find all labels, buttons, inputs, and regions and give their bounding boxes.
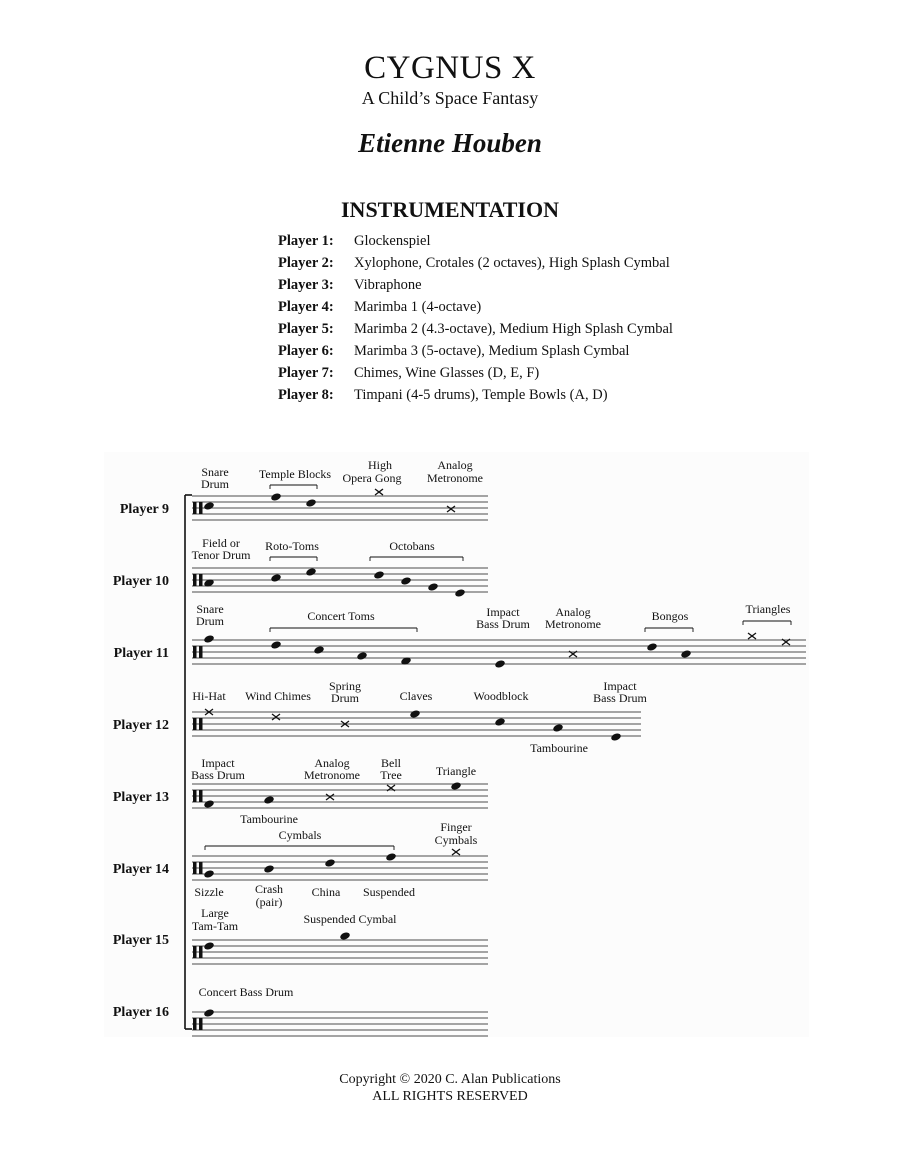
instrumentation-row xyxy=(278,297,673,319)
instrument-label: Drum xyxy=(331,691,359,705)
percussion-clef xyxy=(199,718,203,730)
percussion-clef xyxy=(199,1018,203,1030)
instrument-label: Tree xyxy=(380,768,402,782)
player-label: Player 11 xyxy=(113,646,169,661)
note-head xyxy=(373,570,385,580)
note-head xyxy=(610,732,622,742)
rights-line: ALL RIGHTS RESERVED xyxy=(372,1089,528,1104)
percussion-clef xyxy=(193,1018,197,1030)
instrument-label: (pair) xyxy=(255,895,283,909)
instrumentation-row xyxy=(278,363,673,385)
note-head xyxy=(305,498,317,508)
note-head xyxy=(450,781,462,791)
player-label: Player 6: xyxy=(278,343,334,359)
instrument-label: Bass Drum xyxy=(191,768,245,782)
instrumentation-row xyxy=(278,275,673,297)
instrument-label: Hi-Hat xyxy=(192,689,226,703)
player-label: Player 7: xyxy=(278,365,334,381)
instrument-label: Cymbals xyxy=(434,833,478,847)
percussion-clef xyxy=(193,718,197,730)
player-label: Player 12 xyxy=(112,718,169,733)
player-instruments: Timpani (4-5 drums), Temple Bowls (A, D) xyxy=(354,387,608,403)
player-label: Player 1: xyxy=(278,233,334,249)
player-instruments: Marimba 1 (4-octave) xyxy=(354,299,482,315)
instrument-label: Metronome xyxy=(545,617,601,631)
percussion-clef xyxy=(199,862,203,874)
instrument-label: Roto-Toms xyxy=(265,539,319,553)
instrument-label: Bass Drum xyxy=(476,617,530,631)
instrument-label: Tenor Drum xyxy=(191,548,251,562)
note-head xyxy=(270,640,282,650)
composer-name: Etienne Houben xyxy=(358,128,542,158)
player-instruments: Chimes, Wine Glasses (D, E, F) xyxy=(354,365,540,381)
instrument-label: Drum xyxy=(201,477,229,491)
player-label: Player 8: xyxy=(278,387,334,403)
instrument-label: Snare xyxy=(196,602,224,616)
note-head xyxy=(680,649,692,659)
instrumentation-heading: INSTRUMENTATION xyxy=(341,197,559,222)
player-label: Player 3: xyxy=(278,277,334,293)
instrument-label: Impact xyxy=(201,756,235,770)
instrument-label: Octobans xyxy=(389,539,435,553)
instrument-label: Sizzle xyxy=(194,885,224,899)
note-head xyxy=(339,931,351,941)
percussion-clef xyxy=(193,946,197,958)
instrument-label: Bell xyxy=(381,756,401,770)
player-instruments: Vibraphone xyxy=(354,277,422,293)
note-head xyxy=(427,582,439,592)
note-head xyxy=(454,588,466,598)
staves-svg xyxy=(104,452,809,1037)
note-head xyxy=(409,709,421,719)
instrument-label: Crash xyxy=(255,882,283,896)
instrument-label: Analog xyxy=(555,605,591,619)
instrument-label: Temple Blocks xyxy=(258,467,332,481)
copyright-line: Copyright © 2020 C. Alan Publications xyxy=(339,1072,561,1087)
note-head xyxy=(263,864,275,874)
note-head xyxy=(203,634,215,644)
instrument-label: Impact xyxy=(603,679,637,693)
note-head xyxy=(270,573,282,583)
subtitle: A Child’s Space Fantasy xyxy=(361,88,539,108)
note-head xyxy=(270,492,282,502)
note-head xyxy=(203,501,215,511)
instrument-label: Tambourine xyxy=(530,741,588,755)
percussion-staves xyxy=(104,452,809,1037)
note-head xyxy=(203,941,215,951)
percussion-clef xyxy=(199,574,203,586)
instrument-label: Suspended Cymbal xyxy=(303,912,397,926)
instrument-label: Impact xyxy=(486,605,520,619)
instrument-label: High xyxy=(368,458,392,472)
instrumentation-row xyxy=(278,231,673,253)
instrument-label: Tambourine xyxy=(240,812,298,826)
percussion-clef xyxy=(199,790,203,802)
copyright-notice xyxy=(0,1071,900,1105)
note-head xyxy=(400,576,412,586)
player-label: Player 5: xyxy=(278,321,334,337)
instrument-label: Woodblock xyxy=(473,689,529,703)
instrument-label: Tam-Tam xyxy=(191,919,239,933)
percussion-clef xyxy=(193,502,197,514)
instrument-label: Suspended xyxy=(363,885,415,899)
note-head xyxy=(385,852,397,862)
percussion-clef xyxy=(193,574,197,586)
instrument-label: Finger xyxy=(440,820,472,834)
player-label: Player 4: xyxy=(278,299,334,315)
percussion-clef xyxy=(199,646,203,658)
percussion-clef xyxy=(193,862,197,874)
instrument-label: Triangle xyxy=(435,764,477,778)
instrument-label: Metronome xyxy=(304,768,360,782)
note-head xyxy=(494,659,506,669)
percussion-clef xyxy=(199,946,203,958)
player-label: Player 13 xyxy=(112,790,169,805)
player-label: Player 15 xyxy=(112,933,169,948)
note-head xyxy=(356,651,368,661)
instrument-label: Cymbals xyxy=(278,828,322,842)
note-head xyxy=(313,645,325,655)
instrument-label: Large xyxy=(201,906,229,920)
note-head xyxy=(305,567,317,577)
instrumentation-row xyxy=(278,253,673,275)
instrument-label: Bongos xyxy=(651,609,689,623)
instrument-label: Field or xyxy=(202,536,240,550)
note-head xyxy=(203,1008,215,1018)
note-head xyxy=(324,858,336,868)
note-head xyxy=(263,795,275,805)
percussion-clef xyxy=(193,646,197,658)
instrument-label: Metronome xyxy=(427,471,483,485)
instrument-label: Snare xyxy=(201,465,229,479)
instrument-label: Drum xyxy=(196,614,224,628)
instrument-label: Spring xyxy=(328,679,362,693)
percussion-clef xyxy=(199,502,203,514)
player-instruments: Marimba 2 (4.3-octave), Medium High Splash Cymbal xyxy=(354,321,673,337)
instrument-label: Claves xyxy=(399,689,433,703)
instrument-label: Triangles xyxy=(745,602,791,616)
player-instruments: Marimba 3 (5-octave), Medium Splash Cymbal xyxy=(354,343,630,359)
player-label: Player 9 xyxy=(119,502,169,517)
instrument-label: Analog xyxy=(437,458,473,472)
note-head xyxy=(494,717,506,727)
instrument-label: Concert Bass Drum xyxy=(198,985,294,999)
note-head xyxy=(646,642,658,652)
player-label: Player 10 xyxy=(112,574,169,589)
player-label: Player 16 xyxy=(112,1005,169,1020)
player-label: Player 14 xyxy=(112,862,169,877)
note-head xyxy=(203,869,215,879)
instrumentation-row xyxy=(278,385,673,407)
instrument-label: Analog xyxy=(314,756,350,770)
instrumentation-row xyxy=(278,319,673,341)
instrument-label: Concert Toms xyxy=(307,609,375,623)
player-label: Player 2: xyxy=(278,255,334,271)
instrument-label: Bass Drum xyxy=(593,691,647,705)
percussion-clef xyxy=(193,790,197,802)
instrument-label: China xyxy=(311,885,341,899)
player-instruments: Glockenspiel xyxy=(354,233,431,249)
instrument-label: Wind Chimes xyxy=(245,689,311,703)
player-instruments: Xylophone, Crotales (2 octaves), High Splash Cymbal xyxy=(354,255,670,271)
note-head xyxy=(552,723,564,733)
note-head xyxy=(203,799,215,809)
instrumentation-list xyxy=(278,231,673,407)
page-title: CYGNUS X xyxy=(364,50,536,86)
instrument-label: Opera Gong xyxy=(342,471,402,485)
instrumentation-row xyxy=(278,341,673,363)
